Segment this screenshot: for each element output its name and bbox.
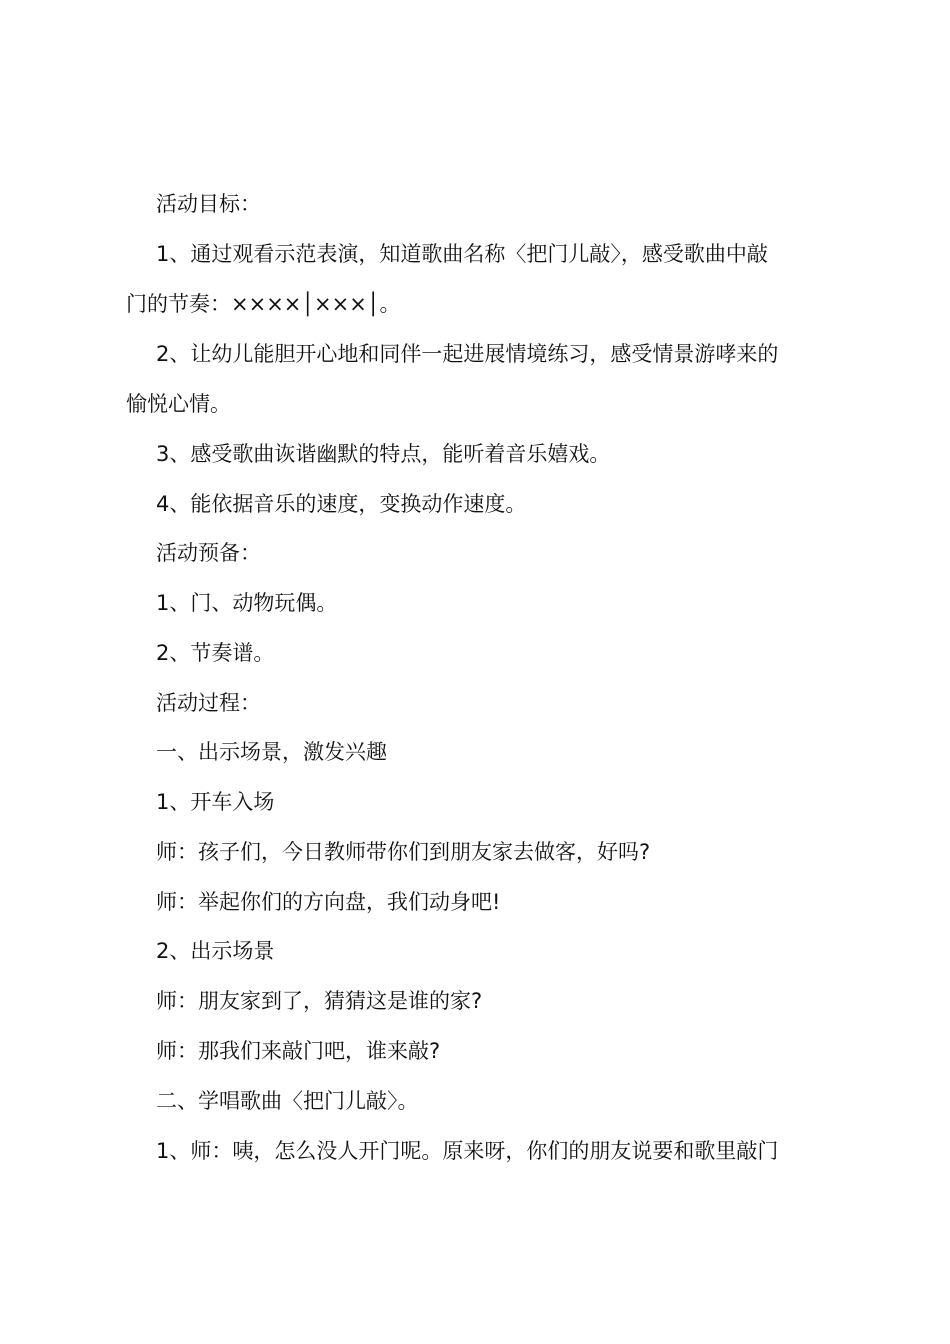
teacher-line-5: 1、师：咦，怎么没人开门呢。原来呀，你们的朋友说要和歌里敲门	[156, 1139, 779, 1163]
teacher-line-2: 师：举起你们的方向盘，我们动身吧!	[156, 890, 501, 914]
goal-4: 4、能依据音乐的速度，变换动作速度。	[156, 492, 527, 516]
process-step-1: 1、开车入场	[156, 790, 275, 814]
preparation-1: 1、门、动物玩偶。	[156, 591, 338, 615]
process-part-1-heading: 一、出示场景，激发兴趣	[156, 740, 387, 764]
teacher-line-1: 师：孩子们，今日教师带你们到朋友家去做客，好吗?	[156, 840, 651, 864]
process-part-2-heading: 二、学唱歌曲〈把门儿敲〉。	[156, 1089, 419, 1113]
goal-1-line-1: 1、通过观看示范表演，知道歌曲名称〈把门儿敲〉，感受歌曲中敲	[156, 242, 768, 266]
section-heading-goals: 活动目标：	[156, 192, 261, 216]
goal-2-line-2: 愉悦心情。	[126, 392, 231, 416]
goal-3: 3、感受歌曲诙谐幽默的特点，能听着音乐嬉戏。	[156, 442, 611, 466]
preparation-2: 2、节奏谱。	[156, 641, 275, 665]
teacher-line-3: 师：朋友家到了，猜猜这是谁的家?	[156, 989, 483, 1013]
goal-2-line-1: 2、让幼儿能胆开心地和同伴一起进展情境练习，感受情景游哮来的	[156, 342, 779, 366]
teacher-line-4: 师：那我们来敲门吧，谁来敲?	[156, 1039, 441, 1063]
section-heading-process: 活动过程：	[156, 691, 261, 715]
section-heading-preparation: 活动预备：	[156, 541, 261, 565]
goal-1-line-2: 门的节奏：××××│×××│。	[126, 292, 401, 316]
process-step-2: 2、出示场景	[156, 939, 275, 963]
